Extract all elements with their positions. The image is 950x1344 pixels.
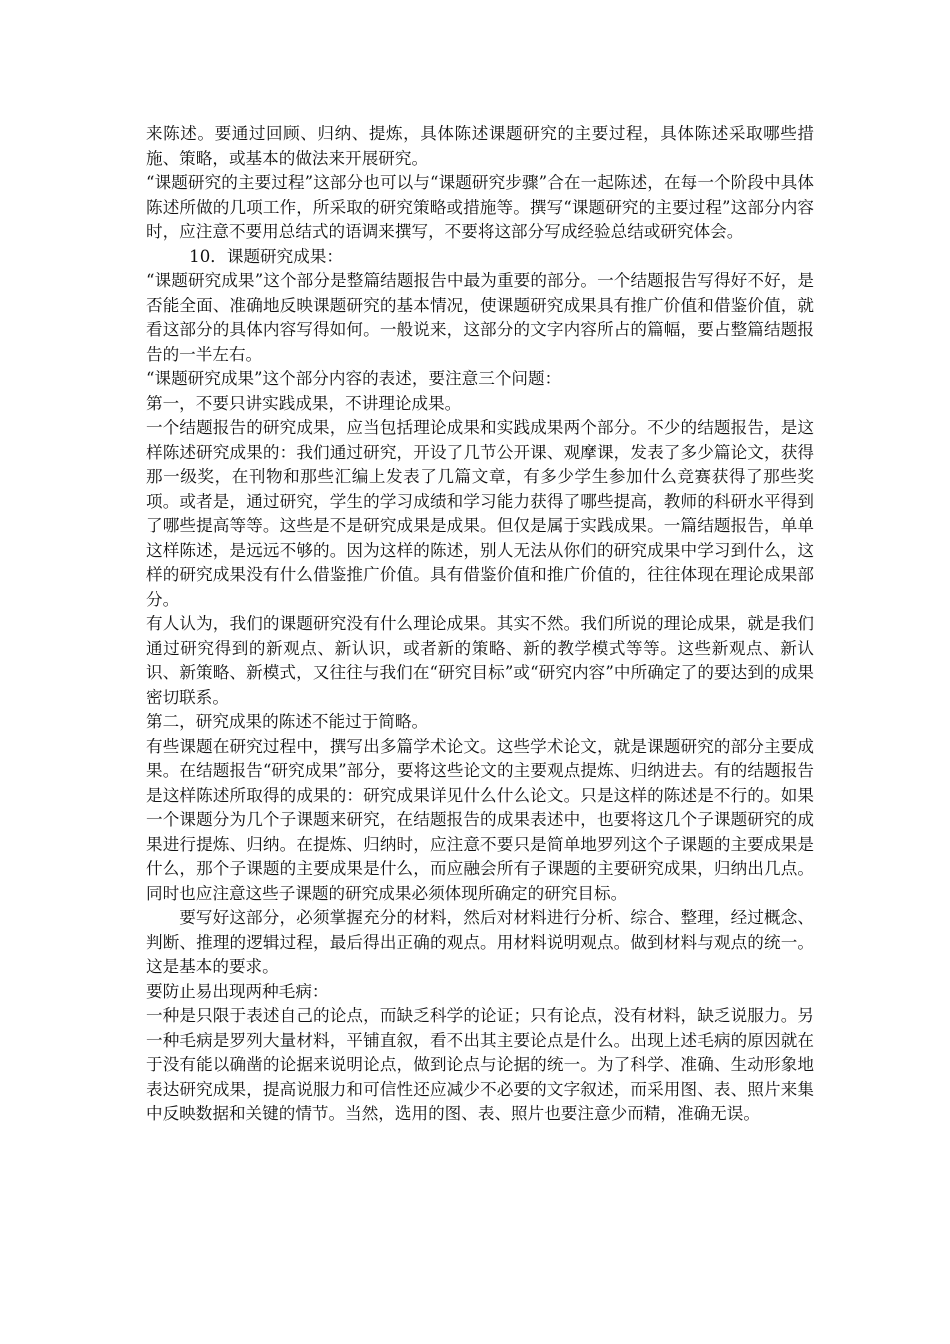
paragraph-issue-two-title: 第二，研究成果的陈述不能过于简略。 xyxy=(146,712,429,731)
paragraph-issue-one-title: 第一，不要只讲实践成果，不讲理论成果。 xyxy=(146,393,462,413)
document-body xyxy=(146,122,814,1127)
paragraph-theory-results: 有人认为，我们的课题研究没有什么理论成果。其实不然。我们所说的理论成果，就是我们通过研究得到的新观点、新认识，或者新的策略、新的教学模式等等。这些新观点、新认识、新策略、新模式，又往往与我们在“研究目标”或“研究内容”中所确定了的要达到的成果密切联系。 xyxy=(146,614,814,707)
paragraph-two-faults-body: 一种是只限于表述自己的论点，而缺乏科学的论证；只有论点，没有材料，缺乏说服力。另一种毛病是罗列大量材料，平铺直叙，看不出其主要论点是什么。出现上述毛病的原因就在于没有能以确凿的论据来说明论点，做到论点与论据的统一。为了科学、准确、生动形象地表达研究成果，提高说服力和可信性还应减少不必要的文字叙述，而采用图、表、照片来集中反映数据和关键的情节。当然，选用的图、表、照片也要注意少而精，准确无误。 xyxy=(146,1006,814,1123)
paragraph-materials-and-views: 要写好这部分，必须掌握充分的材料，然后对材料进行分析、综合、整理，经过概念、判断、推理的逻辑过程，最后得出正确的观点。用材料说明观点。做到材料与观点的统一。这是基本的要求。 xyxy=(146,908,814,976)
section-heading-research-results: 10．课题研究成果： xyxy=(189,246,344,266)
paragraph-two-faults-title: 要防止易出现两种毛病： xyxy=(146,981,329,1001)
paragraph-issue-two-body: 有些课题在研究过程中，撰写出多篇学术论文。这些学术论文，就是课题研究的部分主要成果。在结题报告“研究成果”部分，要将这些论文的主要观点提炼、归纳进去。有的结题报告是这样陈述所取得的成果的：研究成果详见什么什么论文。只是这样的陈述是不行的。如果一个课题分为几个子课题来研究，在结题报告的成果表述中，也要将这几个子课题研究的成果进行提炼、归纳。在提炼、归纳时，应注意不要只是简单地罗列这个子课题的主要成果是什么，那个子课题的主要成果是什么，而应融会所有子课题的主要研究成果，归纳出几点。同时也应注意这些子课题的研究成果必须体现所确定的研究目标。 xyxy=(146,736,814,903)
paragraph-research-process-notes: “课题研究的主要过程”这部分也可以与“课题研究步骤”合在一起陈述，在每一个阶段中具体陈述所做的几项工作，所采取的研究策略或措施等。撰写“课题研究的主要过程”这部分内容时，应注意不要用总结式的语调来撰写，不要将这部分写成经验总结或研究体会。 xyxy=(146,173,814,241)
paragraph-results-importance: “课题研究成果”这个部分是整篇结题报告中最为重要的部分。一个结题报告写得好不好，是否能全面、准确地反映课题研究的基本情况，使课题研究成果具有推广价值和借鉴价值，就看这部分的具体内容写得如何。一般说来，这部分的文字内容所占的篇幅，要占整篇结题报告的一半左右。 xyxy=(146,271,814,364)
paragraph-three-issues: “课题研究成果”这个部分内容的表述，要注意三个问题： xyxy=(146,369,562,388)
paragraph-issue-one-body: 一个结题报告的研究成果，应当包括理论成果和实践成果两个部分。不少的结题报告，是这样陈述研究成果的：我们通过研究，开设了几节公开课、观摩课，发表了多少篇论文，获得那一级奖，在刊物和那些汇编上发表了几篇文章，有多少学生参加什么竞赛获得了那些奖项。或者是，通过研究，学生的学习成绩和学习能力获得了哪些提高，教师的科研水平得到了哪些提高等等。这些是不是研究成果是成果。但仅是属于实践成果。一篇结题报告，单单这样陈述，是远远不够的。因为这样的陈述，别人无法从你们的研究成果中学习到什么，这样的研究成果没有什么借鉴推广价值。具有借鉴价值和推广价值的，往往体现在理论成果部分。 xyxy=(146,418,814,609)
paragraph-research-process-intro: 来陈述。要通过回顾、归纳、提炼，具体陈述课题研究的主要过程，具体陈述采取哪些措施、策略，或基本的做法来开展研究。 xyxy=(146,124,814,168)
